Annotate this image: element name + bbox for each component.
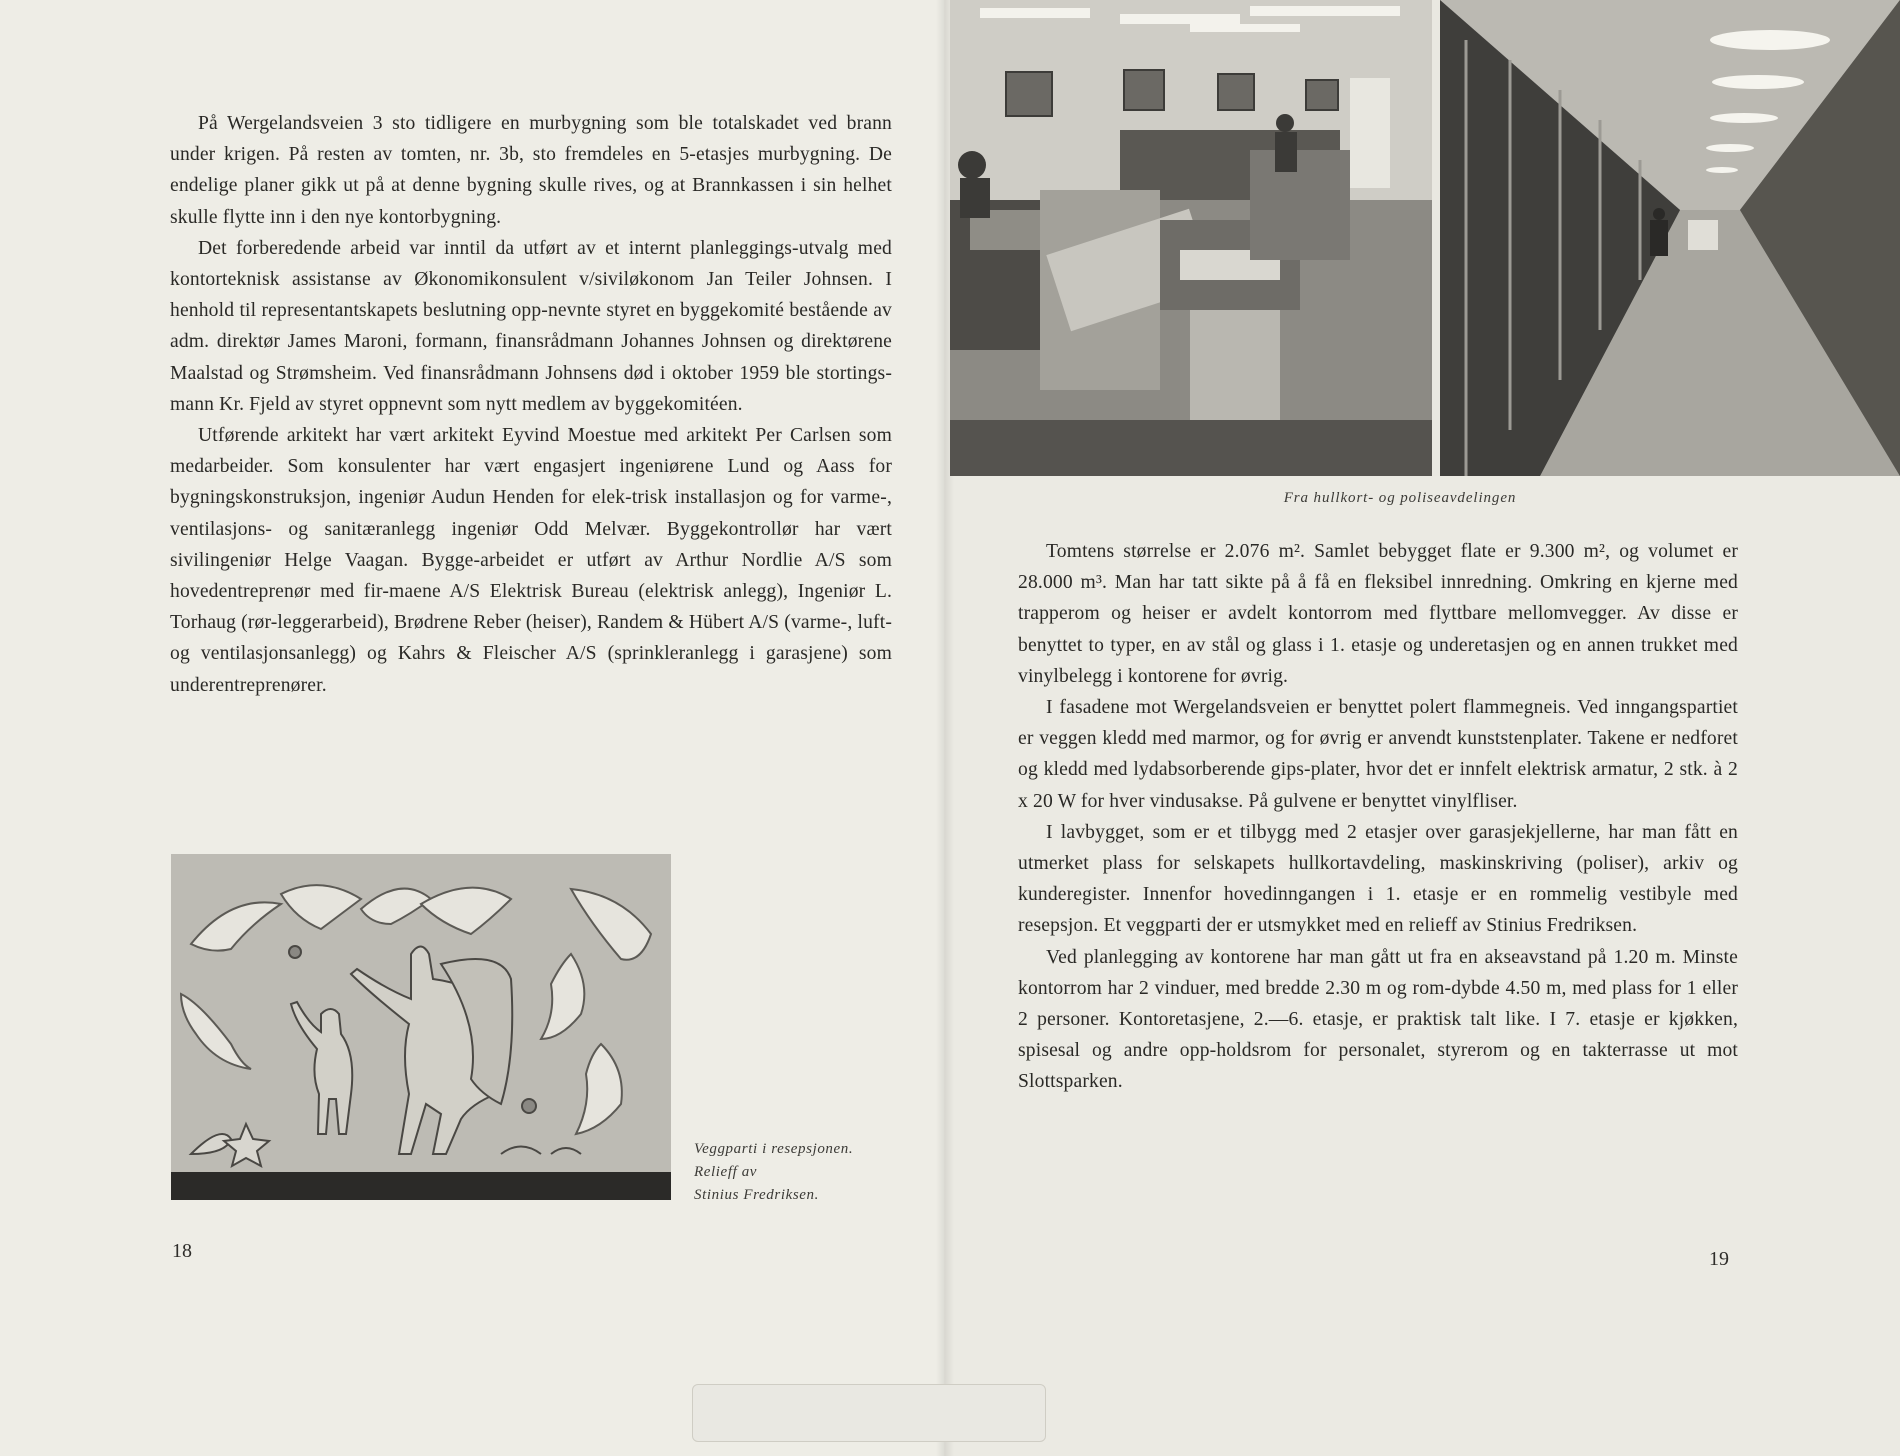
paragraph: I lavbygget, som er et tilbygg med 2 etasjer over garasjekjellerne, har man fått en utmerket plass for selskapets hullkortavdeling, maskinskriving (poliser), arkiv og kunderegister. Innenfor hovedinngangen i 1. etasje er en rommelig vestibyle med resepsjon. Et veggparti der er utsmykket med en relieff av Stinius Fredriksen. <box>1018 821 1738 937</box>
paragraph: Tomtens størrelse er 2.076 m². Samlet bebygget flate er 9.300 m², og volumet er 28.000 m³. Man har tatt sikte på å få en fleksibel innredning. Omkring en kjerne med trapperom og heiser er avdelt kontorrom med flyttbare mellomvegger. Av disse er benyttet to typer, en av stål og glass i 1. etasje og underetasjen og en annen trukket med vinylbelegg i kontorene for øvrig. <box>1018 541 1738 687</box>
paragraph: På Wergelandsveien 3 sto tidligere en murbygning som ble totalskadet ved brann under krigen. På resten av tomten, nr. 3b, sto fremdeles en 5-etasjes murbygning. De endelige planer gikk ut på at denne bygning skulle rives, og at Brannkassen i sin helhet skulle flytte inn i den nye kontorbygning. <box>170 113 892 228</box>
relief-photo <box>171 854 671 1200</box>
right-body-text <box>1018 536 1738 1098</box>
paragraph: I fasadene mot Wergelandsveien er benyttet polert flammegneis. Ved inngangspartiet er veggen kledd med marmor, og for øvrig er anvendt kunststenplater. Takene er nedforet og kledd med lydabsorberende gips-plater, hvor det er innfelt elektrisk armatur, 2 stk. à 2 x 20 W for hver vindusakse. På gulvene er benyttet vinylfliser. <box>1018 697 1738 812</box>
page-number-right: 19 <box>1709 1248 1729 1270</box>
paragraph: Ved planlegging av kontorene har man gått ut fra en akseavstand på 1.20 m. Minste kontorrom har 2 vinduer, med bredde 2.30 m og rom-dybde 4.50 m, med plass for 1 eller 2 personer. Kontoretasjene, 2.—6. etasje, er praktisk talt like. I 7. etasje er kjøkken, spisesal og andre opp-holdsrom for personalet, styrerom og en takterrasse ut mot Slottsparken. <box>1018 946 1738 1093</box>
caption-line: Relieff av <box>694 1164 758 1180</box>
photo-caption: Fra hullkort- og poliseavdelingen <box>1283 490 1517 506</box>
left-body-text <box>170 108 892 701</box>
caption-line: Veggparti i resepsjonen. <box>694 1141 854 1157</box>
page-number-left: 18 <box>172 1240 192 1262</box>
photo-divider <box>1432 0 1440 476</box>
office-photo <box>950 0 1432 476</box>
bookmark-tab <box>692 1384 1046 1442</box>
paragraph: Utførende arkitekt har vært arkitekt Eyvind Moestue med arkitekt Per Carlsen som medarbeider. Som konsulenter har vært engasjert ingeniørene Lund og Aass for bygningskonstruksjon, ingeniør Audun Henden for elek-trisk installasjon og for varme-, ventilasjons- og sanitæranlegg ingeniør Odd Melvær. Byggekontrollør har vært sivilingeniør Helge Vaagan. Bygge-arbeidet er utført av Arthur Nordlie A/S som hovedentreprenør med fir-maene A/S Elektrisk Bureau (elektrisk anlegg), Ingeniør L. Torhaug (rør-leggerarbeid), Brødrene Reber (heiser), Randem & Hübert A/S (varme-, luft- og ventilasjonsanlegg) og Kahrs & Fleischer A/S (sprinkleranlegg i garasjene) som underentreprenører. <box>170 425 892 696</box>
caption-line: Stinius Fredriksen. <box>694 1187 819 1203</box>
relief-caption <box>694 1138 924 1207</box>
paragraph: Det forberedende arbeid var inntil da utført av et internt planleggings-utvalg med kontorteknisk assistanse av Økonomikonsulent v/siviløkonom Jan Teiler Johnsen. I henhold til representantskapets beslutning opp-nevnte styret en byggekomité bestående av adm. direktør James Maroni, formann, finansrådmann Johannes Johnsen og direktørene Maalstad og Strømsheim. Ved finansrådmann Johnsens død i oktober 1959 ble stortings-mann Kr. Fjeld av styret oppnevnt som nytt medlem av byggekomitéen. <box>170 237 892 415</box>
corridor-photo <box>1440 0 1900 476</box>
